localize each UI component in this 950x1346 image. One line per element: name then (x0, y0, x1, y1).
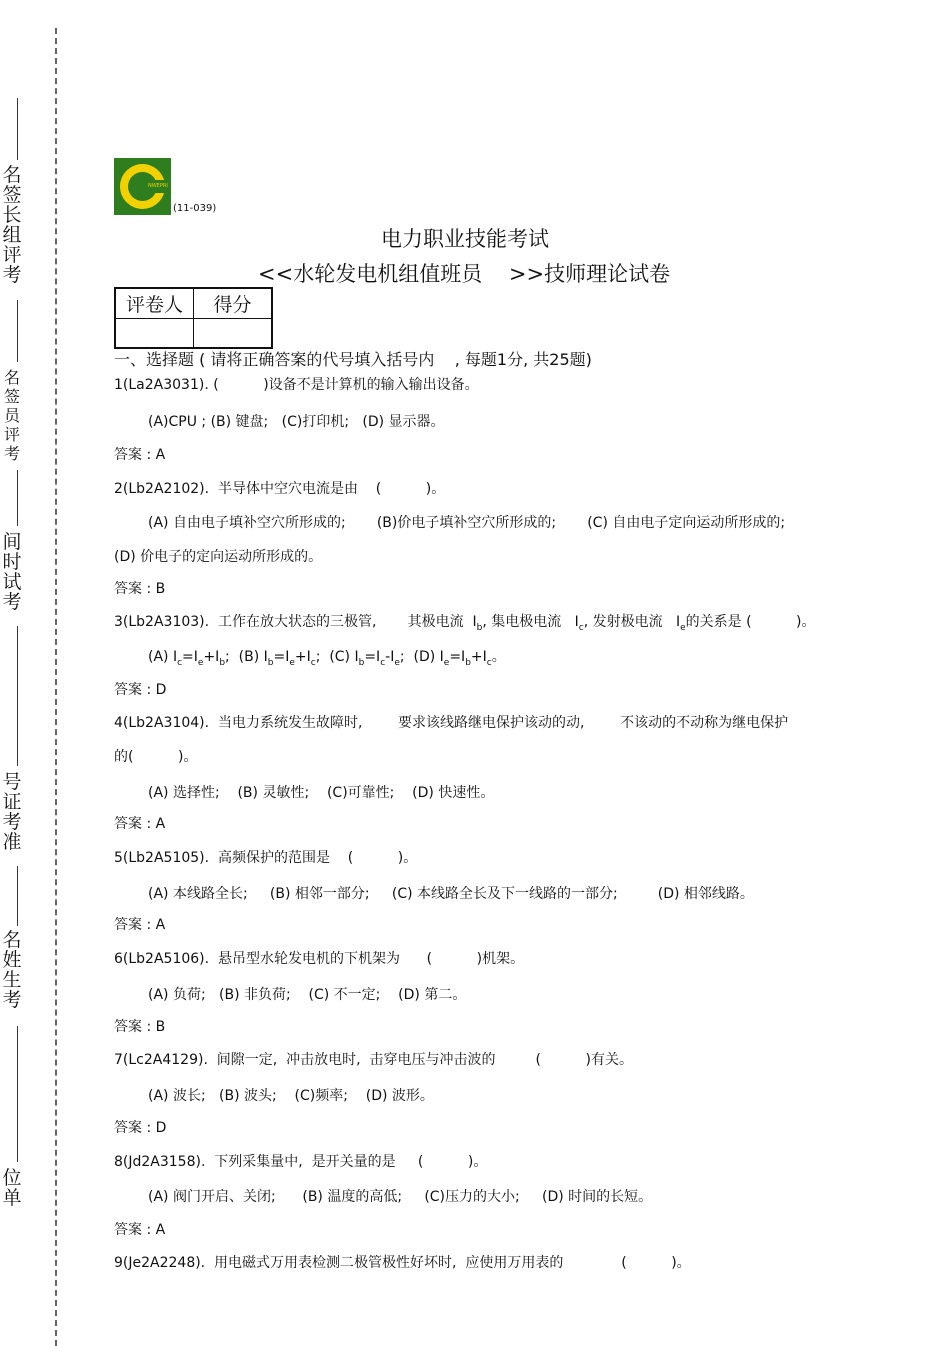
question-2-options: (A) 自由电子填补空穴所形成的; (B)价电子填补空穴所形成的; (C) 自由电子定向运动所形成的; (148, 515, 786, 531)
side-label-team-leader-signature: 名签长组评考 (2, 164, 22, 286)
side-rule (17, 866, 18, 926)
grader-cell (115, 319, 194, 349)
question-5-options: (A) 本线路全长; (B) 相邻一部分; (C) 本线路全长及下一线路的一部分; (D) 相邻线路。 (148, 886, 754, 902)
question-7-stem: 7(Lc2A4129). 间隙一定, 冲击放电时, 击穿电压与冲击波的 ( )有关。 (114, 1052, 633, 1068)
side-label-examiner-signature: 名签员评考 (3, 368, 20, 463)
side-label-exam-time: 间时试考 (2, 531, 22, 613)
question-1-stem: 1(La2A3031). ( )设备不是计算机的输入输出设备。 (114, 377, 479, 393)
question-3-answer: 答案 : D (114, 682, 167, 698)
side-rule (17, 98, 18, 160)
question-1-answer: 答案 : A (114, 447, 166, 463)
question-2-answer: 答案 : B (114, 581, 166, 597)
grader-header: 评卷人 (115, 288, 194, 319)
score-header: 得分 (194, 288, 273, 319)
paper-code: (11-039) (173, 203, 217, 214)
side-rule (17, 1026, 18, 1162)
score-cell (194, 319, 273, 349)
question-6-answer: 答案 : B (114, 1019, 166, 1035)
question-8-stem: 8(Jd2A3158). 下列采集量中, 是开关量的是 ( )。 (114, 1154, 488, 1170)
exam-subtitle: <<水轮发电机组值班员 >>技师理论试卷 (258, 262, 671, 286)
question-8-options: (A) 阀门开启、关闭; (B) 温度的高低; (C)压力的大小; (D) 时间的长短。 (148, 1189, 653, 1205)
side-label-organization: 位单 (2, 1167, 22, 1209)
exam-logo (114, 158, 171, 215)
section-heading: 一、选择题 ( 请将正确答案的代号填入括号内 , 每题1分, 共25题) (114, 350, 592, 369)
question-4-answer: 答案 : A (114, 816, 166, 832)
side-label-admission-number: 号证考准 (2, 771, 22, 853)
question-5-answer: 答案 : A (114, 917, 166, 933)
question-7-answer: 答案 : D (114, 1120, 167, 1136)
question-4-stem-cont: 的( )。 (114, 749, 198, 765)
question-8-answer: 答案 : A (114, 1222, 166, 1238)
question-9-stem: 9(Je2A2248). 用电磁式万用表检测二极管极性好坏时, 应使用万用表的 ( )。 (114, 1255, 691, 1271)
question-6-options: (A) 负荷; (B) 非负荷; (C) 不一定; (D) 第二。 (148, 987, 467, 1003)
question-4-stem: 4(Lb2A3104). 当电力系统发生故障时, 要求该线路继电保护该动的动, 不该动的不动称为继电保护 (114, 715, 789, 731)
question-2-stem: 2(Lb2A2102). 半导体中空穴电流是由 ( )。 (114, 481, 446, 497)
question-5-stem: 5(Lb2A5105). 高频保护的范围是 ( )。 (114, 850, 418, 866)
exam-title: 电力职业技能考试 (381, 227, 549, 251)
side-label-candidate-name: 名姓生考 (2, 929, 22, 1011)
question-7-options: (A) 波长; (B) 波头; (C)频率; (D) 波形。 (148, 1088, 434, 1104)
question-3-options: (A) $I_c=I_e+I_b$; (B) $I_b=I_e+I_c$; (C) $I_b=I_c-I_e$; (D) $I_e=I_b+I_c$。 (148, 649, 506, 668)
grading-table (114, 287, 273, 349)
side-rule (17, 470, 18, 526)
question-1-options: (A)CPU ; (B) 键盘; (C)打印机; (D) 显示器。 (148, 414, 445, 430)
question-2-options-cont: (D) 价电子的定向运动所形成的。 (114, 549, 323, 565)
logo-text: NWEPRI (148, 183, 168, 189)
question-3-stem: 3(Lb2A3103). 工作在放大状态的三极管, 其极电流 $I_b$, 集电极电流 $I_c$, 发射极电流 $I_e$的关系是 ( )。 (114, 614, 816, 633)
side-rule (17, 300, 18, 362)
question-4-options: (A) 选择性; (B) 灵敏性; (C)可靠性; (D) 快速性。 (148, 785, 495, 801)
side-rule (17, 626, 18, 766)
question-6-stem: 6(Lb2A5106). 悬吊型水轮发电机的下机架为 ( )机架。 (114, 951, 525, 967)
